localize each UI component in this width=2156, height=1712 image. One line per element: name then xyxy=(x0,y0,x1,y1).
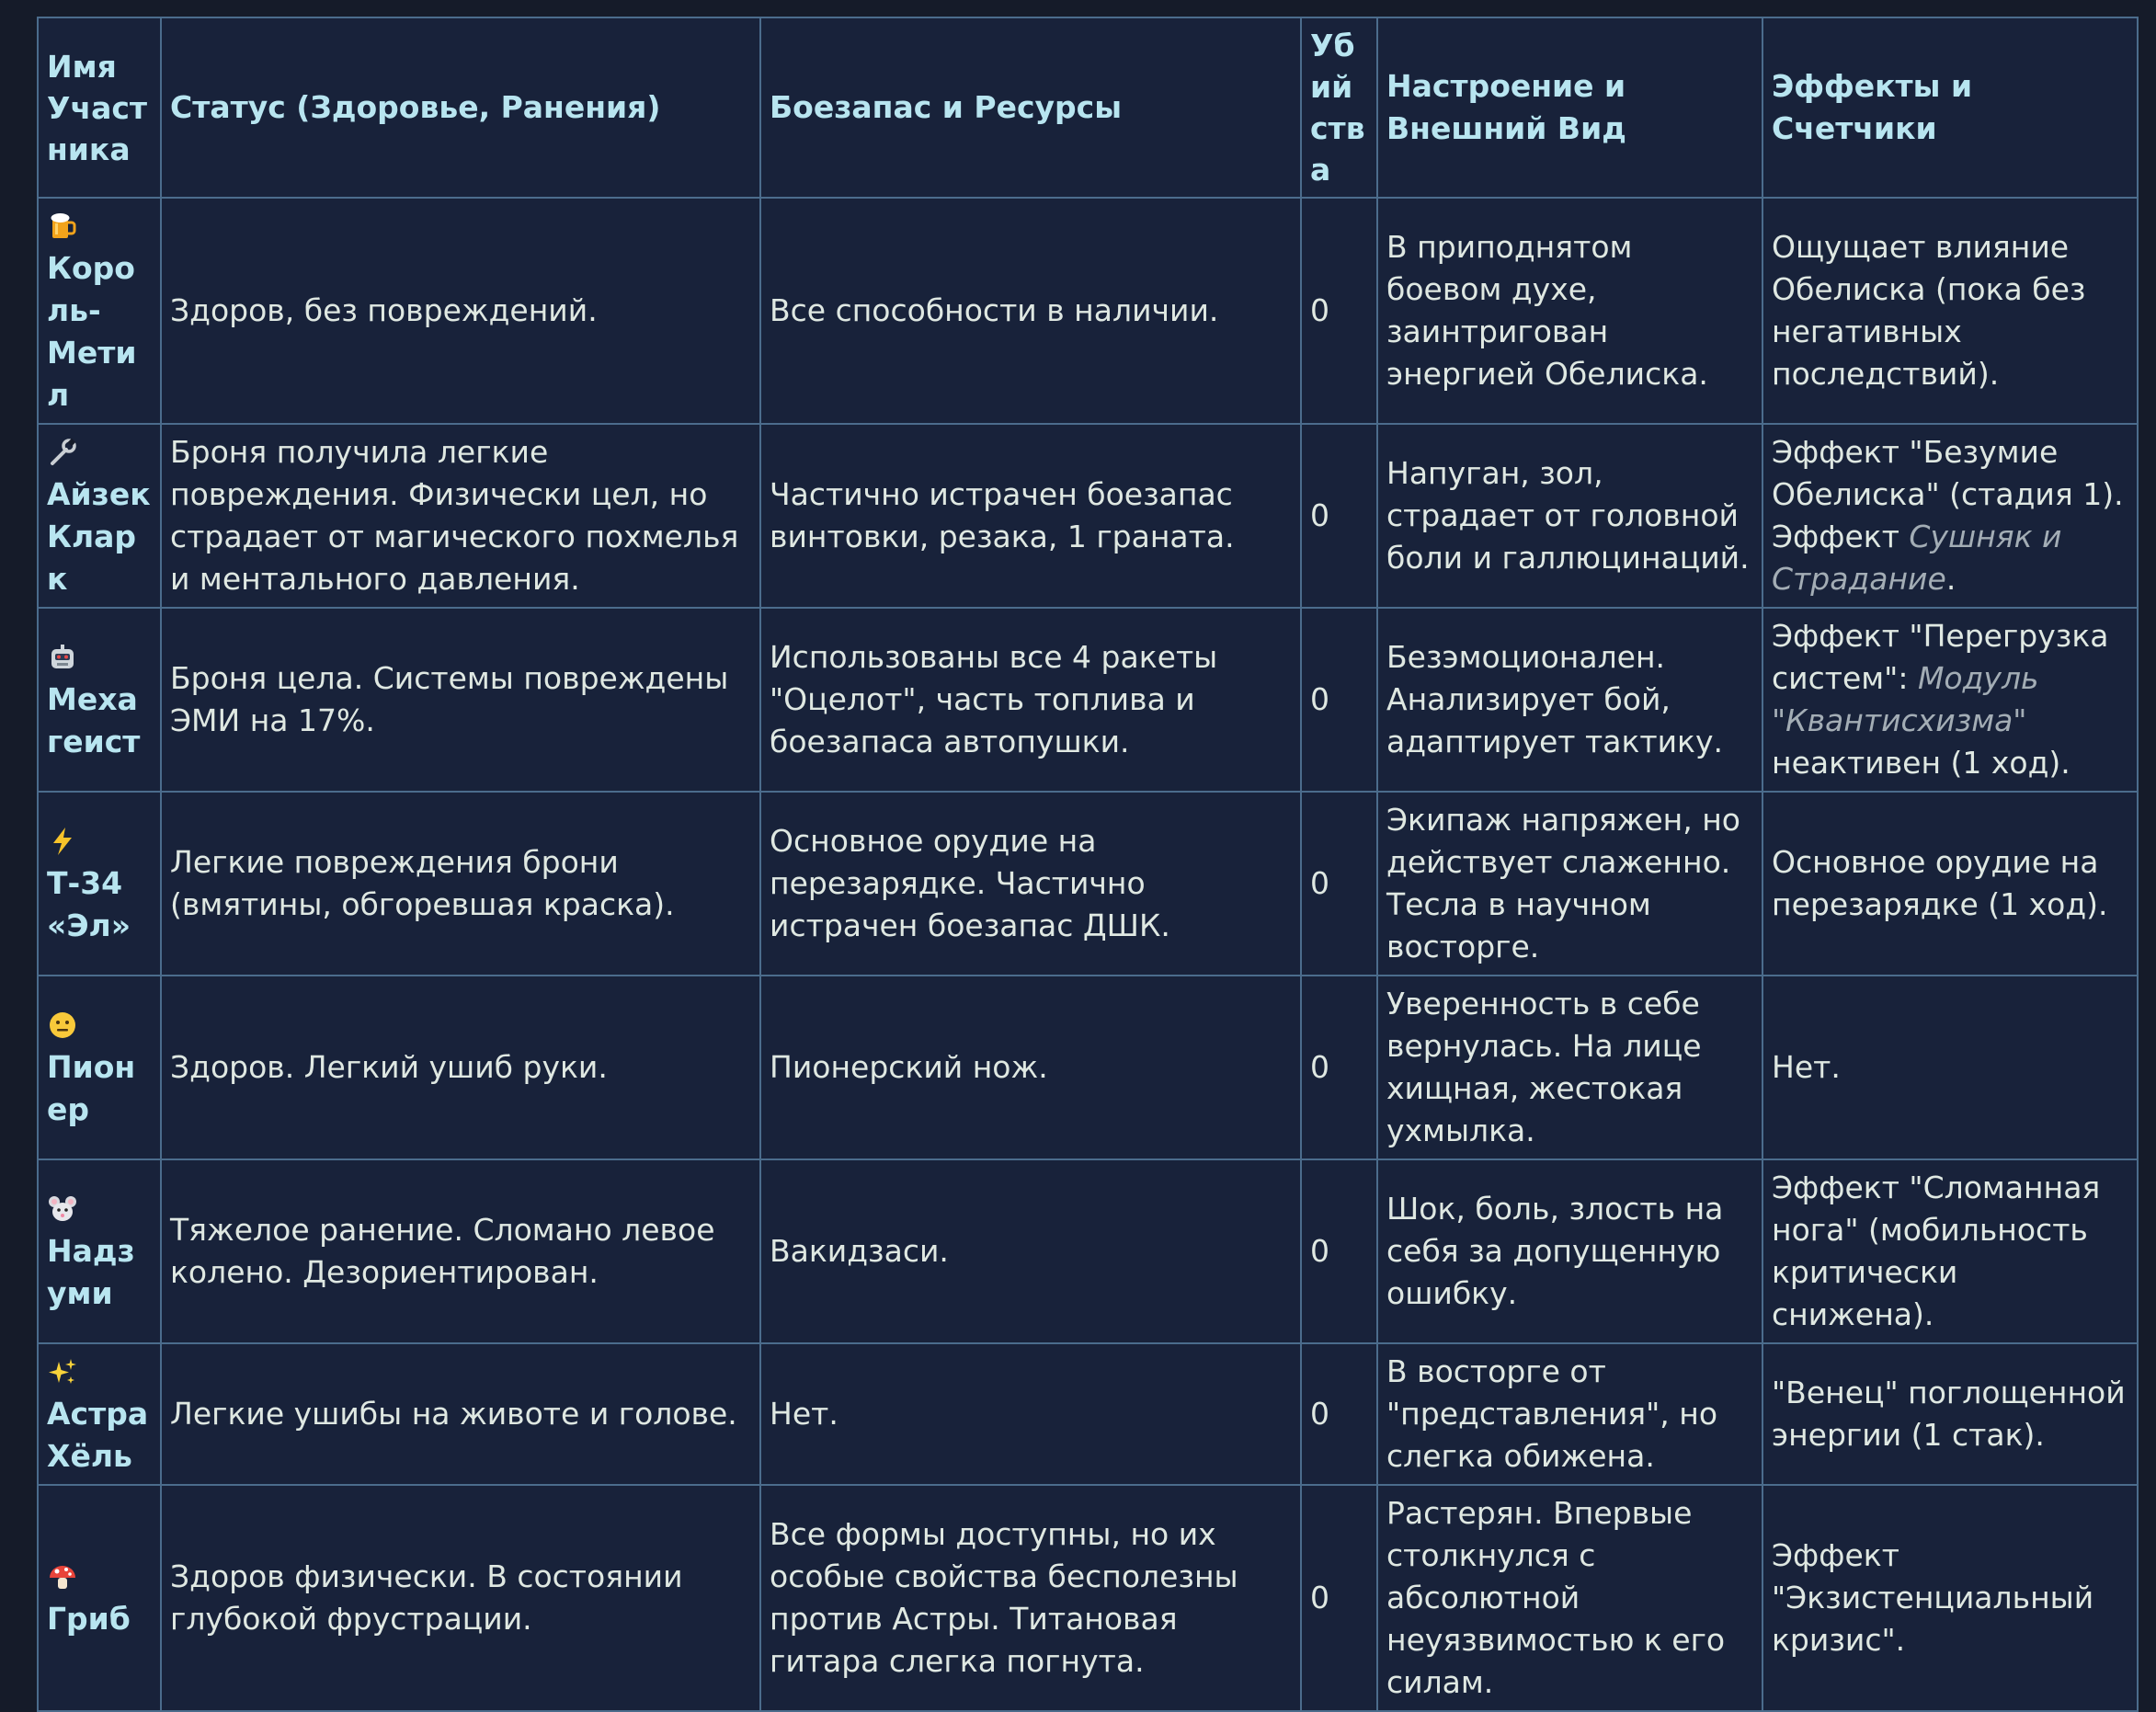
participant-name-cell xyxy=(38,976,161,1159)
table-row xyxy=(38,1159,2138,1343)
neutral-face-icon xyxy=(47,1010,78,1041)
mouse-face-icon xyxy=(47,1193,78,1225)
participant-name-cell xyxy=(38,198,161,424)
column-header-kills: Убийства xyxy=(1301,17,1377,198)
table-row xyxy=(38,1485,2138,1711)
column-header-effects: Эффекты и Счетчики xyxy=(1762,17,2138,198)
effects-cell: Эффект "Сломанная нога" (мобильность критически снижена). xyxy=(1762,1159,2138,1343)
column-header-ammo: Боезапас и Ресурсы xyxy=(760,17,1301,198)
participant-name-cell xyxy=(38,792,161,976)
participant-name: Пионер xyxy=(47,1049,136,1127)
sparkles-icon xyxy=(47,1356,78,1387)
status-cell: Тяжелое ранение. Сломано левое колено. Дезориентирован. xyxy=(161,1159,760,1343)
status-table xyxy=(37,17,2139,1712)
effects-cell: Эффект "Перегрузка систем": Модуль "Квантисхизма" неактивен (1 ход). xyxy=(1762,608,2138,792)
mood-cell: В приподнятом боевом духе, заинтригован энергией Обелиска. xyxy=(1377,198,1762,424)
mood-cell: Шок, боль, злость на себя за допущенную ошибку. xyxy=(1377,1159,1762,1343)
status-cell: Здоров физически. В состоянии глубокой фрустрации. xyxy=(161,1485,760,1711)
participant-name: Гриб xyxy=(47,1601,131,1637)
table-header-row xyxy=(38,17,2138,198)
mood-cell: Напуган, зол, страдает от головной боли и галлюцинаций. xyxy=(1377,424,1762,608)
status-cell: Здоров, без повреждений. xyxy=(161,198,760,424)
ammo-cell: Пионерский нож. xyxy=(760,976,1301,1159)
status-cell: Броня цела. Системы повреждены ЭМИ на 17%. xyxy=(161,608,760,792)
ammo-cell: Все формы доступны, но их особые свойства бесполезны против Астры. Титановая гитара слегка погнута. xyxy=(760,1485,1301,1711)
participant-name-cell xyxy=(38,1159,161,1343)
table-row xyxy=(38,792,2138,976)
column-header-name: Имя Участника xyxy=(38,17,161,198)
mushroom-icon xyxy=(47,1561,78,1592)
effects-cell: Ощущает влияние Обелиска (пока без негативных последствий). xyxy=(1762,198,2138,424)
robot-face-icon xyxy=(47,642,78,673)
mood-cell: Уверенность в себе вернулась. На лице хищная, жестокая ухмылка. xyxy=(1377,976,1762,1159)
participant-name: Мехагеист xyxy=(47,681,141,759)
status-cell: Броня получила легкие повреждения. Физически цел, но страдает от магического похмелья и ментального давления. xyxy=(161,424,760,608)
participant-name: Т-34 «Эл» xyxy=(47,865,131,943)
ammo-cell: Основное орудие на перезарядке. Частично истрачен боезапас ДШК. xyxy=(760,792,1301,976)
participant-name: Король-Метил xyxy=(47,250,137,413)
effects-cell: Эффект "Экзистенциальный кризис". xyxy=(1762,1485,2138,1711)
beer-mug-icon xyxy=(47,211,78,242)
table-row xyxy=(38,608,2138,792)
effects-cell: "Венец" поглощенной энергии (1 стак). xyxy=(1762,1343,2138,1485)
participant-name-cell xyxy=(38,608,161,792)
effects-cell: Эффект "Безумие Обелиска" (стадия 1). Эффект Сушняк и Страдание. xyxy=(1762,424,2138,608)
table-row xyxy=(38,198,2138,424)
kills-cell: 0 xyxy=(1301,424,1377,608)
ammo-cell: Частично истрачен боезапас винтовки, резака, 1 граната. xyxy=(760,424,1301,608)
status-cell: Легкие повреждения брони (вмятины, обгоревшая краска). xyxy=(161,792,760,976)
status-cell: Легкие ушибы на животе и голове. xyxy=(161,1343,760,1485)
mood-cell: Безэмоционален. Анализирует бой, адаптирует тактику. xyxy=(1377,608,1762,792)
kills-cell: 0 xyxy=(1301,976,1377,1159)
kills-cell: 0 xyxy=(1301,792,1377,976)
ammo-cell: Вакидзаси. xyxy=(760,1159,1301,1343)
column-header-status: Статус (Здоровье, Ранения) xyxy=(161,17,760,198)
participant-name-cell xyxy=(38,1343,161,1485)
mood-cell: Растерян. Впервые столкнулся с абсолютной неуязвимостью к его силам. xyxy=(1377,1485,1762,1711)
effects-cell: Основное орудие на перезарядке (1 ход). xyxy=(1762,792,2138,976)
ammo-cell: Все способности в наличии. xyxy=(760,198,1301,424)
participant-name-cell xyxy=(38,424,161,608)
wrench-icon xyxy=(47,437,78,468)
kills-cell: 0 xyxy=(1301,608,1377,792)
mood-cell: Экипаж напряжен, но действует слаженно. Тесла в научном восторге. xyxy=(1377,792,1762,976)
lightning-icon xyxy=(47,826,78,857)
effects-cell: Нет. xyxy=(1762,976,2138,1159)
status-table-container xyxy=(37,17,2137,1712)
mood-cell: В восторге от "представления", но слегка обижена. xyxy=(1377,1343,1762,1485)
participant-name: Айзек Кларк xyxy=(47,476,151,597)
ammo-cell: Использованы все 4 ракеты "Оцелот", часть топлива и боезапаса автопушки. xyxy=(760,608,1301,792)
participant-name: Астра Хёль xyxy=(47,1396,149,1474)
status-cell: Здоров. Легкий ушиб руки. xyxy=(161,976,760,1159)
column-header-mood: Настроение и Внешний Вид xyxy=(1377,17,1762,198)
participant-name-cell xyxy=(38,1485,161,1711)
table-row xyxy=(38,424,2138,608)
table-row xyxy=(38,976,2138,1159)
kills-cell: 0 xyxy=(1301,1343,1377,1485)
table-row xyxy=(38,1343,2138,1485)
participant-name: Надзуми xyxy=(47,1233,135,1311)
ammo-cell: Нет. xyxy=(760,1343,1301,1485)
kills-cell: 0 xyxy=(1301,1159,1377,1343)
kills-cell: 0 xyxy=(1301,198,1377,424)
kills-cell: 0 xyxy=(1301,1485,1377,1711)
